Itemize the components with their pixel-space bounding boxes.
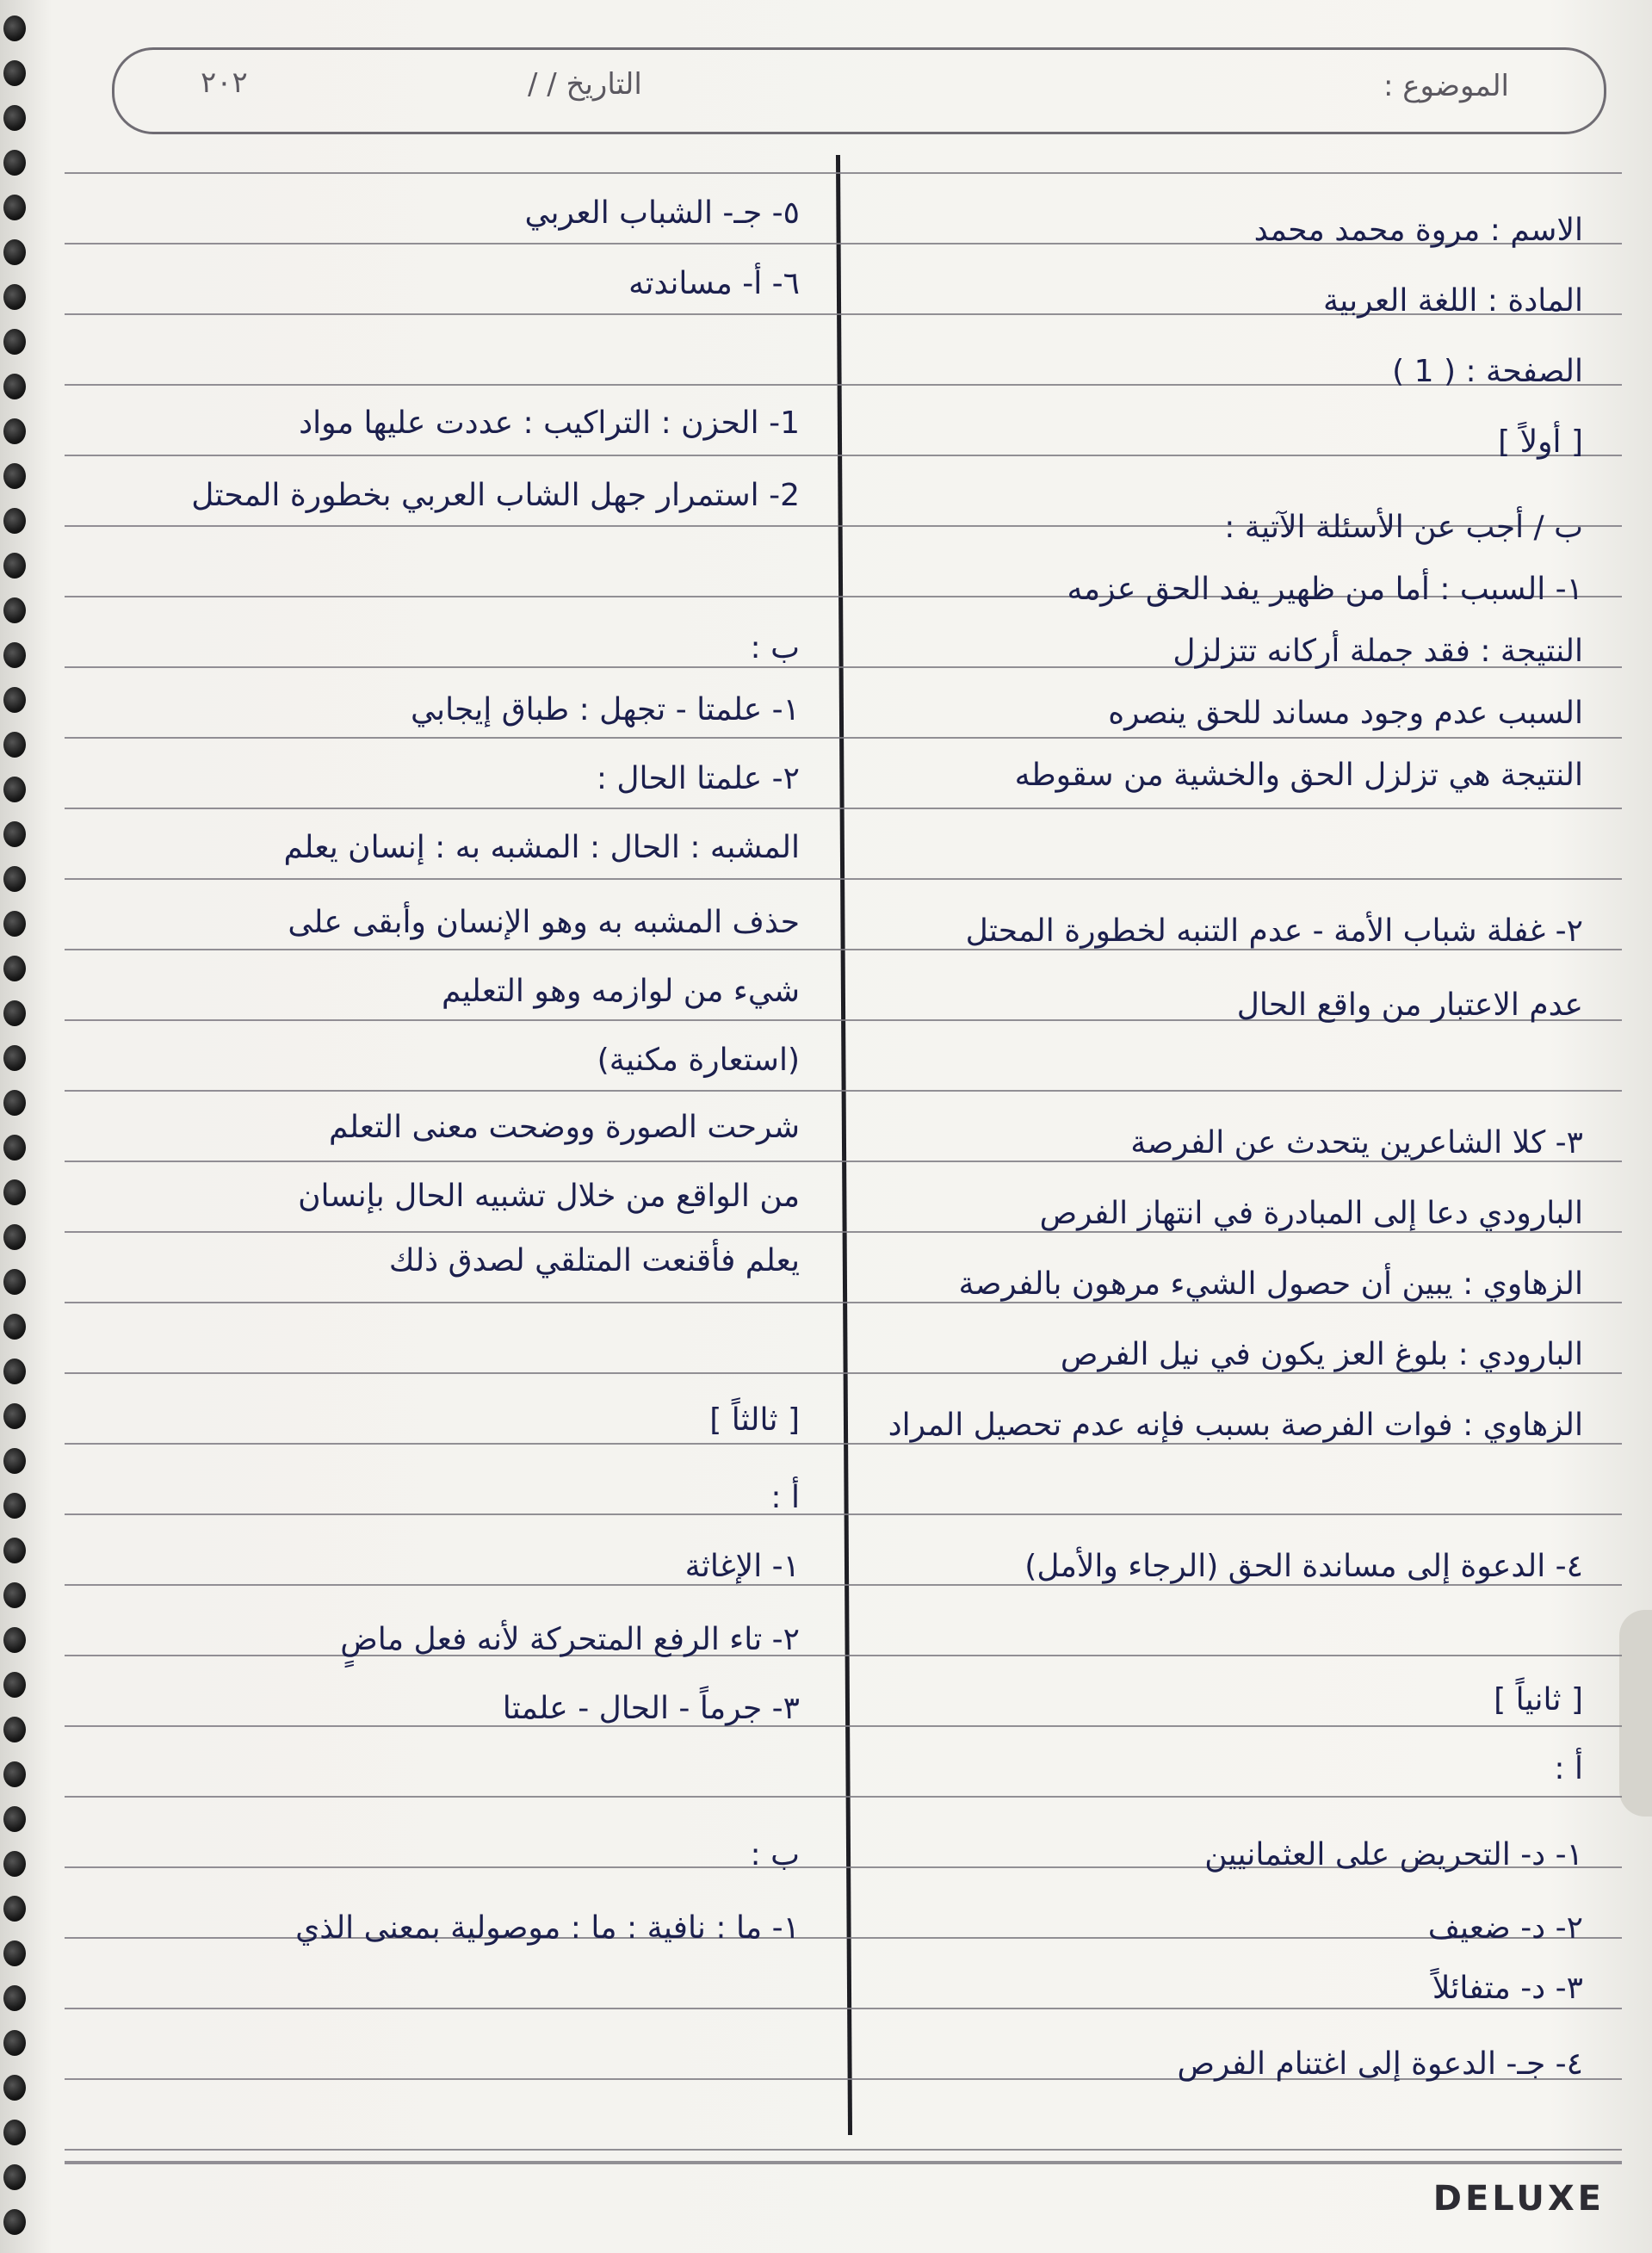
notebook-brand-logo: DELUXE [1432, 2179, 1605, 2219]
spiral-hole [3, 1627, 26, 1653]
spiral-hole [3, 239, 26, 265]
spiral-hole [3, 1672, 26, 1698]
right-line: عدم الاعتبار من واقع الحال [1236, 987, 1583, 1023]
spiral-hole [3, 1000, 26, 1026]
spiral-hole [3, 1224, 26, 1250]
spiral-hole [3, 2030, 26, 2056]
left-line: ب : [750, 630, 800, 665]
spiral-hole [3, 284, 26, 310]
spiral-hole [3, 418, 26, 444]
spiral-hole [3, 1493, 26, 1519]
ruled-line [65, 878, 1622, 880]
spiral-hole [3, 1045, 26, 1071]
left-line: ٦- أ- مساندته [628, 266, 800, 301]
right-line: البارودي دعا إلى المبادرة في انتهاز الفرص [1039, 1196, 1583, 1231]
spiral-hole [3, 1359, 26, 1384]
spiral-hole [3, 1090, 26, 1116]
left-line: المشبه : الحال : المشبه به : إنسان يعلم [283, 830, 800, 865]
ruled-line [65, 1796, 1622, 1798]
left-line: ٥- جـ- الشباب العربي [524, 195, 800, 231]
spiral-hole [3, 1582, 26, 1608]
spiral-hole [3, 1851, 26, 1877]
spiral-hole [3, 1135, 26, 1161]
right-line: النتيجة هي تزلزل الحق والخشية من سقوطه [1014, 758, 1583, 793]
spiral-hole [3, 2209, 26, 2235]
spiral-hole [3, 1403, 26, 1429]
ruled-line [65, 1725, 1622, 1727]
spiral-hole [3, 15, 26, 41]
page-tab [1619, 1610, 1652, 1817]
right-line: ٢- غفلة شباب الأمة - عدم التنبه لخطورة المحتل [965, 913, 1583, 949]
left-line: ٢- تاء الرفع المتحركة لأنه فعل ماضٍ [340, 1622, 800, 1657]
ruled-line [65, 455, 1622, 456]
spiral-hole [3, 597, 26, 623]
ruled-line [65, 1161, 1622, 1162]
spiral-hole [3, 1717, 26, 1742]
spiral-hole [3, 1806, 26, 1832]
right-line: ٣- د- متفائلاً [1432, 1971, 1583, 2006]
ruled-line [65, 1372, 1622, 1374]
spiral-hole [3, 956, 26, 981]
spiral-hole [3, 1940, 26, 1966]
spiral-hole [3, 1448, 26, 1474]
left-line: (استعارة مكنية) [597, 1043, 800, 1078]
spiral-hole [3, 2120, 26, 2145]
spiral-hole [3, 1538, 26, 1563]
ruled-line [65, 1302, 1622, 1303]
ruled-line [65, 2149, 1622, 2151]
right-line: المادة : اللغة العربية [1322, 283, 1583, 319]
ruled-line [65, 1090, 1622, 1092]
right-line: ٤- الدعوة إلى مساندة الحق (الرجاء والأمل) [1024, 1549, 1583, 1584]
spiral-hole [3, 60, 26, 86]
spiral-hole [3, 329, 26, 355]
ruled-line [65, 1513, 1622, 1515]
right-line: [ ثانياً ] [1494, 1682, 1583, 1718]
spiral-hole [3, 866, 26, 892]
spiral-hole [3, 821, 26, 847]
spiral-hole [3, 1179, 26, 1205]
right-line: ١- د- التحريض على العثمانيين [1204, 1837, 1583, 1872]
spiral-hole [3, 1269, 26, 1295]
ruled-line [65, 737, 1622, 739]
left-line: ١- علمتا - تجهل : طباق إيجابي [411, 692, 800, 727]
right-line: ب / أجب عن الأسئلة الآتية : [1224, 510, 1583, 545]
date-label: التاريخ / / [528, 67, 642, 102]
left-line: ب : [750, 1837, 800, 1872]
left-line: شرحت الصورة ووضحت معنى التعلم [329, 1110, 800, 1145]
right-line: أ : [1554, 1751, 1583, 1786]
right-line: الزهاوي : فوات الفرصة بسبب فإنه عدم تحصيل المراد [888, 1408, 1583, 1443]
right-line: [ أولاً ] [1498, 424, 1583, 460]
date-value: ٢٠٢ [201, 65, 248, 100]
spiral-hole [3, 150, 26, 176]
right-line: ٢- د- ضعيف [1427, 1910, 1583, 1946]
right-line: النتيجة : فقد جملة أركانه تتزلزل [1172, 634, 1583, 669]
left-line: [ ثالثاً ] [709, 1402, 800, 1438]
spiral-hole [3, 2164, 26, 2190]
right-line: ٣- كلا الشاعرين يتحدث عن الفرصة [1130, 1125, 1583, 1161]
left-line: 1- الحزن : التراكيب : عددت عليها مواد [299, 405, 800, 441]
ruled-line [65, 808, 1622, 809]
spiral-hole [3, 1761, 26, 1787]
spiral-hole [3, 911, 26, 937]
header-box [112, 47, 1606, 134]
ruled-line [65, 949, 1622, 950]
right-line: ١- السبب : أما من ظهير يفد الحق عزمه [1067, 572, 1583, 607]
ruled-line [65, 1584, 1622, 1586]
column-divider [836, 155, 852, 2135]
left-line: من الواقع من خلال تشبيه الحال بإنسان [298, 1179, 800, 1214]
subject-label: الموضوع : [1383, 69, 1509, 103]
left-line: شيء من لوازمه وهو التعليم [441, 974, 800, 1009]
bottom-rule [65, 2161, 1622, 2164]
left-line: ١- الإغاثة [684, 1549, 800, 1584]
left-line: أ : [770, 1480, 800, 1515]
spiral-hole [3, 463, 26, 489]
right-line: البارودي : بلوغ العز يكون في نيل الفرص [1060, 1337, 1583, 1372]
ruled-line [65, 1655, 1622, 1656]
spiral-binding [0, 0, 34, 2253]
right-line: الصفحة : ( 1 ) [1392, 354, 1583, 389]
left-line: ٢- علمتا الحال : [596, 761, 800, 796]
spiral-hole [3, 1985, 26, 2011]
ruled-line [65, 1231, 1622, 1233]
spiral-hole [3, 508, 26, 534]
right-line: ٤- جـ- الدعوة إلى اغتنام الفرص [1177, 2046, 1583, 2082]
left-line: حذف المشبه به وهو الإنسان وأبقى على [288, 905, 800, 940]
ruled-line [65, 2008, 1622, 2009]
spiral-hole [3, 732, 26, 758]
right-line: السبب عدم وجود مساند للحق ينصره [1108, 696, 1583, 731]
left-line: ١- ما : نافية : ما : موصولية بمعنى الذي [295, 1910, 800, 1946]
spiral-hole [3, 105, 26, 131]
spiral-hole [3, 195, 26, 220]
left-line: 2- استمرار جهل الشاب العربي بخطورة المحتل [191, 478, 800, 513]
ruled-line [65, 384, 1622, 386]
spiral-hole [3, 777, 26, 802]
spiral-hole [3, 2075, 26, 2101]
right-line: الزهاوي : يبين أن حصول الشيء مرهون بالفرصة [958, 1266, 1583, 1302]
spiral-hole [3, 687, 26, 713]
ruled-line [65, 1443, 1622, 1445]
spiral-hole [3, 374, 26, 399]
spiral-hole [3, 642, 26, 668]
left-line: يعلم فأقنعت المتلقي لصدق ذلك [388, 1243, 800, 1278]
left-line: ٣- جرماً - الحال - علمتا [502, 1691, 800, 1726]
ruled-line [65, 172, 1622, 174]
right-line: الاسم : مروة محمد محمد [1253, 213, 1583, 248]
spiral-hole [3, 553, 26, 579]
spiral-hole [3, 1896, 26, 1922]
spiral-hole [3, 1314, 26, 1340]
